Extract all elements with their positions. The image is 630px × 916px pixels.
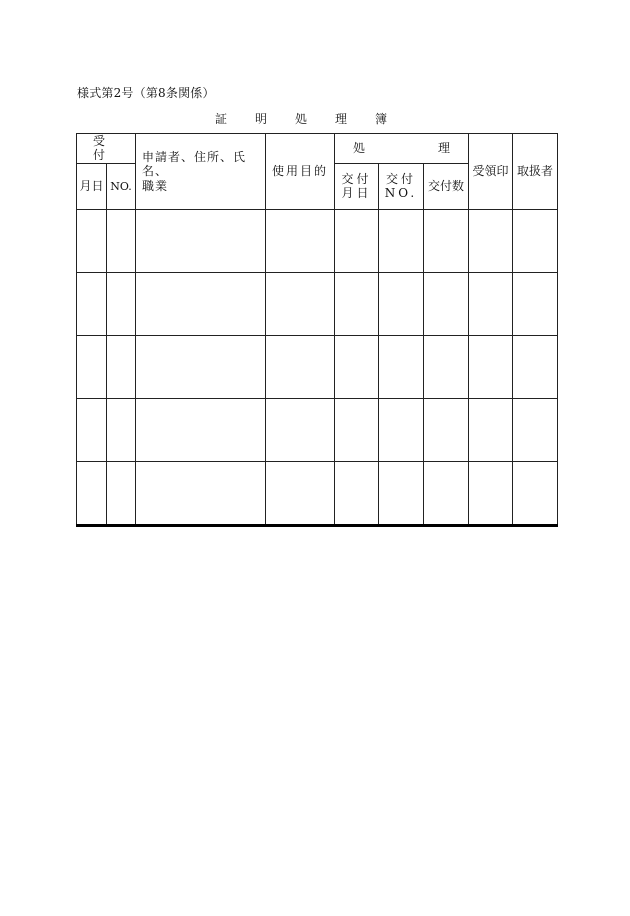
cell-issue-count [424, 209, 469, 272]
cell-purpose [266, 461, 335, 525]
table-row [77, 335, 558, 398]
table-row [77, 461, 558, 525]
cell-issue-date [335, 398, 379, 461]
issue-date-header-line1: 交付 [341, 171, 372, 186]
cell-applicant [136, 461, 266, 525]
cell-issue-number [379, 398, 424, 461]
cell-number [107, 398, 136, 461]
month-day-header: 月日 [77, 163, 107, 209]
table-row [77, 398, 558, 461]
cell-purpose [266, 335, 335, 398]
cell-issue-count [424, 398, 469, 461]
cell-number [107, 335, 136, 398]
reception-header: 受 付 [77, 134, 136, 164]
form-number: 様式第2号（第8条関係） [77, 86, 215, 100]
cell-handler [513, 398, 558, 461]
applicant-header-line1: 申請者、住所、氏名、 [142, 149, 247, 179]
issue-number-header [379, 163, 424, 209]
cell-receipt-seal [469, 209, 513, 272]
purpose-header: 使用目的 [266, 134, 335, 210]
cell-issue-date [335, 461, 379, 525]
issue-date-header [335, 163, 379, 209]
document-title: 証明処理簿 [214, 112, 415, 126]
cell-handler [513, 461, 558, 525]
table-row [77, 209, 558, 272]
certificate-register-table [76, 133, 558, 527]
cell-month-day [77, 461, 107, 525]
number-header: NO. [107, 163, 136, 209]
cell-handler [513, 272, 558, 335]
cell-applicant [136, 335, 266, 398]
cell-handler [513, 335, 558, 398]
processing-header [335, 134, 469, 164]
issue-number-header-line2: NO. [384, 186, 418, 201]
table-row [77, 272, 558, 335]
cell-issue-number [379, 209, 424, 272]
cell-receipt-seal [469, 272, 513, 335]
cell-issue-number [379, 272, 424, 335]
processing-header-left: 処 [353, 141, 366, 156]
cell-month-day [77, 272, 107, 335]
cell-number [107, 461, 136, 525]
handler-header: 取扱者 [513, 134, 558, 210]
cell-purpose [266, 398, 335, 461]
applicant-header-line2: 職業 [142, 178, 169, 193]
cell-applicant [136, 398, 266, 461]
issue-count-header: 交付数 [424, 163, 469, 209]
applicant-header [136, 134, 266, 210]
cell-issue-count [424, 272, 469, 335]
cell-issue-date [335, 272, 379, 335]
cell-month-day [77, 335, 107, 398]
receipt-seal-header: 受領印 [469, 134, 513, 210]
cell-issue-count [424, 461, 469, 525]
cell-receipt-seal [469, 461, 513, 525]
cell-issue-date [335, 335, 379, 398]
cell-number [107, 272, 136, 335]
cell-applicant [136, 272, 266, 335]
cell-handler [513, 209, 558, 272]
cell-month-day [77, 209, 107, 272]
cell-applicant [136, 209, 266, 272]
cell-issue-number [379, 461, 424, 525]
cell-purpose [266, 209, 335, 272]
cell-issue-date [335, 209, 379, 272]
processing-header-right: 理 [438, 141, 451, 156]
cell-receipt-seal [469, 335, 513, 398]
issue-date-header-line2: 月日 [341, 186, 372, 201]
cell-receipt-seal [469, 398, 513, 461]
cell-number [107, 209, 136, 272]
cell-issue-count [424, 335, 469, 398]
cell-issue-number [379, 335, 424, 398]
issue-number-header-line1: 交付 [386, 171, 417, 186]
cell-purpose [266, 272, 335, 335]
header-row-top [77, 134, 558, 164]
cell-month-day [77, 398, 107, 461]
